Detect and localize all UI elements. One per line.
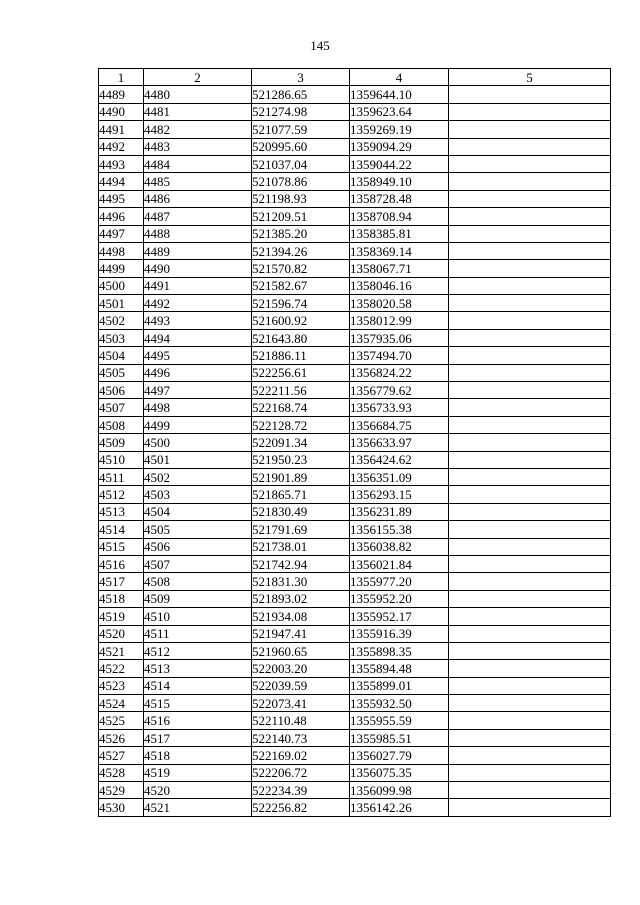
table-cell [449, 486, 611, 503]
table-cell: 4490 [144, 260, 252, 277]
table-cell [449, 434, 611, 451]
table-cell: 1358949.10 [350, 173, 449, 190]
table-cell: 4523 [99, 677, 144, 694]
table-cell: 521582.67 [252, 277, 350, 294]
table-cell [449, 190, 611, 207]
table-row [99, 625, 611, 642]
table-cell: 4494 [144, 329, 252, 346]
table-row [99, 173, 611, 190]
table-cell: 4506 [99, 382, 144, 399]
table-cell: 4489 [144, 242, 252, 259]
table-cell: 4513 [144, 660, 252, 677]
table-row [99, 764, 611, 781]
table-cell: 4499 [99, 260, 144, 277]
table-cell [449, 590, 611, 607]
table-cell [449, 764, 611, 781]
table-cell: 1359044.22 [350, 155, 449, 172]
table-cell: 1357494.70 [350, 347, 449, 364]
table-cell [449, 242, 611, 259]
table-row [99, 538, 611, 555]
table-cell: 4492 [144, 295, 252, 312]
table-cell: 4495 [99, 190, 144, 207]
table-cell [449, 538, 611, 555]
table-cell: 521077.59 [252, 121, 350, 138]
table-cell: 4496 [99, 208, 144, 225]
table-cell: 520995.60 [252, 138, 350, 155]
table-cell: 521037.04 [252, 155, 350, 172]
table-cell [449, 747, 611, 764]
table-row [99, 573, 611, 590]
table-cell: 4481 [144, 103, 252, 120]
table-cell: 1355894.48 [350, 660, 449, 677]
table-cell: 1358708.94 [350, 208, 449, 225]
table-cell: 522003.20 [252, 660, 350, 677]
table-cell [449, 103, 611, 120]
table-cell: 1356824.22 [350, 364, 449, 381]
table-cell: 4503 [99, 329, 144, 346]
table-cell: 4529 [99, 782, 144, 799]
table-cell: 521950.23 [252, 451, 350, 468]
table-cell: 522234.39 [252, 782, 350, 799]
table-cell: 521643.80 [252, 329, 350, 346]
table-cell [449, 312, 611, 329]
table-cell: 4513 [99, 503, 144, 520]
table-cell [449, 364, 611, 381]
table-cell: 521209.51 [252, 208, 350, 225]
table-cell: 1356633.97 [350, 434, 449, 451]
table-row [99, 642, 611, 659]
table-cell: 1356075.35 [350, 764, 449, 781]
table-cell [449, 121, 611, 138]
table-cell: 4494 [99, 173, 144, 190]
table-row [99, 364, 611, 381]
table-row [99, 277, 611, 294]
table-cell: 522169.02 [252, 747, 350, 764]
table-row [99, 208, 611, 225]
table-cell [449, 225, 611, 242]
table-cell: 4501 [144, 451, 252, 468]
table-cell: 4506 [144, 538, 252, 555]
table-cell: 1355898.35 [350, 642, 449, 659]
table-cell: 4518 [144, 747, 252, 764]
table-cell: 522091.34 [252, 434, 350, 451]
table-cell: 1356733.93 [350, 399, 449, 416]
table-cell: 521078.86 [252, 173, 350, 190]
coordinates-table [98, 68, 611, 817]
table-cell: 521596.74 [252, 295, 350, 312]
table-cell: 4487 [144, 208, 252, 225]
table-cell: 521198.93 [252, 190, 350, 207]
table-cell: 4503 [144, 486, 252, 503]
table-cell: 4499 [144, 416, 252, 433]
table-cell: 521934.08 [252, 608, 350, 625]
table-cell: 1356293.15 [350, 486, 449, 503]
table-cell: 522256.82 [252, 799, 350, 816]
table-row [99, 312, 611, 329]
table-cell [449, 712, 611, 729]
table-cell: 1359269.19 [350, 121, 449, 138]
table-cell: 4511 [144, 625, 252, 642]
table-cell [449, 138, 611, 155]
table-cell [449, 155, 611, 172]
table-cell: 4517 [144, 729, 252, 746]
table-cell: 1356424.62 [350, 451, 449, 468]
table-row [99, 521, 611, 538]
table-cell: 4502 [99, 312, 144, 329]
table-cell: 1356021.84 [350, 555, 449, 572]
table-cell [449, 782, 611, 799]
table-row [99, 347, 611, 364]
column-header: 2 [144, 69, 252, 86]
table-cell: 4521 [99, 642, 144, 659]
table-cell: 4509 [144, 590, 252, 607]
table-cell: 4505 [144, 521, 252, 538]
table-row [99, 295, 611, 312]
table-cell: 1359644.10 [350, 86, 449, 103]
table-cell: 521286.65 [252, 86, 350, 103]
table-cell: 1356027.79 [350, 747, 449, 764]
table-cell: 1359623.64 [350, 103, 449, 120]
table-cell: 1358012.99 [350, 312, 449, 329]
table-cell: 1356684.75 [350, 416, 449, 433]
table-cell: 4482 [144, 121, 252, 138]
table-cell: 4500 [99, 277, 144, 294]
table-row [99, 86, 611, 103]
table-cell: 4486 [144, 190, 252, 207]
table-cell: 4504 [144, 503, 252, 520]
table-cell: 522206.72 [252, 764, 350, 781]
table-cell: 1355977.20 [350, 573, 449, 590]
table-cell: 4496 [144, 364, 252, 381]
table-cell: 4516 [99, 555, 144, 572]
table-cell: 4510 [144, 608, 252, 625]
table-cell: 4512 [144, 642, 252, 659]
table-row [99, 799, 611, 816]
table-row [99, 416, 611, 433]
table-cell [449, 468, 611, 485]
table-cell: 521600.92 [252, 312, 350, 329]
table-cell: 4520 [144, 782, 252, 799]
table-cell: 521274.98 [252, 103, 350, 120]
table-cell: 4497 [99, 225, 144, 242]
page-number: 145 [310, 38, 330, 53]
table-row [99, 434, 611, 451]
table-cell [449, 173, 611, 190]
table-cell: 4485 [144, 173, 252, 190]
table-cell [449, 451, 611, 468]
table-cell [449, 660, 611, 677]
table-cell: 4514 [144, 677, 252, 694]
table-cell: 4510 [99, 451, 144, 468]
table-cell: 1356779.62 [350, 382, 449, 399]
table-cell: 4488 [144, 225, 252, 242]
table-cell [449, 521, 611, 538]
table-cell [449, 799, 611, 816]
table-cell [449, 416, 611, 433]
table-cell: 1356038.82 [350, 538, 449, 555]
table-cell: 521742.94 [252, 555, 350, 572]
table-cell: 522211.56 [252, 382, 350, 399]
table-cell: 1355899.01 [350, 677, 449, 694]
table-row [99, 242, 611, 259]
table-cell [449, 695, 611, 712]
table-cell: 1359094.29 [350, 138, 449, 155]
table-cell: 4497 [144, 382, 252, 399]
table-cell: 4505 [99, 364, 144, 381]
table-row [99, 155, 611, 172]
table-row [99, 747, 611, 764]
table-row [99, 138, 611, 155]
table-row [99, 590, 611, 607]
table-cell: 1358728.48 [350, 190, 449, 207]
table-cell: 1356099.98 [350, 782, 449, 799]
table-cell: 4526 [99, 729, 144, 746]
table-cell: 4518 [99, 590, 144, 607]
table-cell: 521738.01 [252, 538, 350, 555]
table-row [99, 382, 611, 399]
table-cell [449, 347, 611, 364]
table-cell: 522256.61 [252, 364, 350, 381]
table-cell: 521385.20 [252, 225, 350, 242]
table-cell: 4498 [144, 399, 252, 416]
table-cell: 4491 [144, 277, 252, 294]
table-row [99, 555, 611, 572]
table-cell: 1358385.81 [350, 225, 449, 242]
table-cell [449, 399, 611, 416]
table-cell: 521901.89 [252, 468, 350, 485]
table-cell: 4509 [99, 434, 144, 451]
table-cell [449, 503, 611, 520]
table-cell [449, 295, 611, 312]
table-cell [449, 642, 611, 659]
table-header-row [99, 69, 611, 86]
table-cell: 1357935.06 [350, 329, 449, 346]
table-row [99, 468, 611, 485]
table-row [99, 329, 611, 346]
table-row [99, 121, 611, 138]
table-cell: 1355932.50 [350, 695, 449, 712]
table-cell: 4498 [99, 242, 144, 259]
table-cell: 4502 [144, 468, 252, 485]
table-row [99, 729, 611, 746]
table-cell: 4504 [99, 347, 144, 364]
table-cell: 1358369.14 [350, 242, 449, 259]
table-cell [449, 608, 611, 625]
table-cell: 4516 [144, 712, 252, 729]
column-header: 1 [99, 69, 144, 86]
table-cell: 4508 [144, 573, 252, 590]
table-cell: 522128.72 [252, 416, 350, 433]
table-cell: 521893.02 [252, 590, 350, 607]
table-cell: 4491 [99, 121, 144, 138]
table-cell: 4528 [99, 764, 144, 781]
table-cell: 1355952.17 [350, 608, 449, 625]
table-cell: 521886.11 [252, 347, 350, 364]
table-cell [449, 677, 611, 694]
table-cell: 4522 [99, 660, 144, 677]
table-cell: 4480 [144, 86, 252, 103]
table-cell: 4517 [99, 573, 144, 590]
table-cell: 1358046.16 [350, 277, 449, 294]
table-cell: 521960.65 [252, 642, 350, 659]
table-cell: 1355916.39 [350, 625, 449, 642]
table-cell: 4492 [99, 138, 144, 155]
table-cell: 4501 [99, 295, 144, 312]
column-header: 3 [252, 69, 350, 86]
table-cell: 4483 [144, 138, 252, 155]
table-cell: 4507 [99, 399, 144, 416]
table-cell: 522140.73 [252, 729, 350, 746]
table-cell: 521947.41 [252, 625, 350, 642]
table-cell: 4520 [99, 625, 144, 642]
table-row [99, 225, 611, 242]
table-cell: 522039.59 [252, 677, 350, 694]
table-cell: 4489 [99, 86, 144, 103]
table-cell [449, 86, 611, 103]
table-cell: 1355985.51 [350, 729, 449, 746]
table-row [99, 503, 611, 520]
table-cell: 522073.41 [252, 695, 350, 712]
table-cell [449, 729, 611, 746]
column-header: 5 [449, 69, 611, 86]
table-cell: 1356142.26 [350, 799, 449, 816]
table-cell: 522168.74 [252, 399, 350, 416]
table-cell [449, 625, 611, 642]
table-cell [449, 260, 611, 277]
table-cell: 521570.82 [252, 260, 350, 277]
table-cell [449, 573, 611, 590]
table-cell: 4490 [99, 103, 144, 120]
table-row [99, 399, 611, 416]
table-cell: 4521 [144, 799, 252, 816]
table-cell: 4524 [99, 695, 144, 712]
table-cell: 1356351.09 [350, 468, 449, 485]
table-cell: 521394.26 [252, 242, 350, 259]
table-cell: 4512 [99, 486, 144, 503]
table-cell [449, 208, 611, 225]
table-row [99, 451, 611, 468]
table-row [99, 695, 611, 712]
table-row [99, 782, 611, 799]
table-cell: 521830.49 [252, 503, 350, 520]
table-body [99, 86, 611, 816]
table-cell [449, 277, 611, 294]
table-cell: 4514 [99, 521, 144, 538]
table-cell: 4508 [99, 416, 144, 433]
table-cell [449, 555, 611, 572]
table-row [99, 103, 611, 120]
table-row [99, 260, 611, 277]
table-cell: 522110.48 [252, 712, 350, 729]
table-cell: 1358020.58 [350, 295, 449, 312]
table-cell [449, 382, 611, 399]
table-cell: 521831.30 [252, 573, 350, 590]
table-cell: 4484 [144, 155, 252, 172]
table-cell: 4515 [144, 695, 252, 712]
table-row [99, 608, 611, 625]
table-cell: 1358067.71 [350, 260, 449, 277]
table-cell: 1355955.59 [350, 712, 449, 729]
table-cell: 4515 [99, 538, 144, 555]
table-row [99, 660, 611, 677]
table-cell: 1355952.20 [350, 590, 449, 607]
column-header: 4 [350, 69, 449, 86]
table-cell: 4511 [99, 468, 144, 485]
table-cell: 4500 [144, 434, 252, 451]
table-row [99, 712, 611, 729]
table-cell: 4493 [144, 312, 252, 329]
table-cell: 1356231.89 [350, 503, 449, 520]
table-row [99, 190, 611, 207]
table-cell: 1356155.38 [350, 521, 449, 538]
table-cell: 4519 [144, 764, 252, 781]
table-cell: 4495 [144, 347, 252, 364]
table-cell: 4493 [99, 155, 144, 172]
table-cell [449, 329, 611, 346]
table-cell: 4519 [99, 608, 144, 625]
table-cell: 4527 [99, 747, 144, 764]
table-cell: 4525 [99, 712, 144, 729]
table-row [99, 486, 611, 503]
table-cell: 4530 [99, 799, 144, 816]
table-cell: 521791.69 [252, 521, 350, 538]
table-row [99, 677, 611, 694]
table-cell: 521865.71 [252, 486, 350, 503]
table-cell: 4507 [144, 555, 252, 572]
